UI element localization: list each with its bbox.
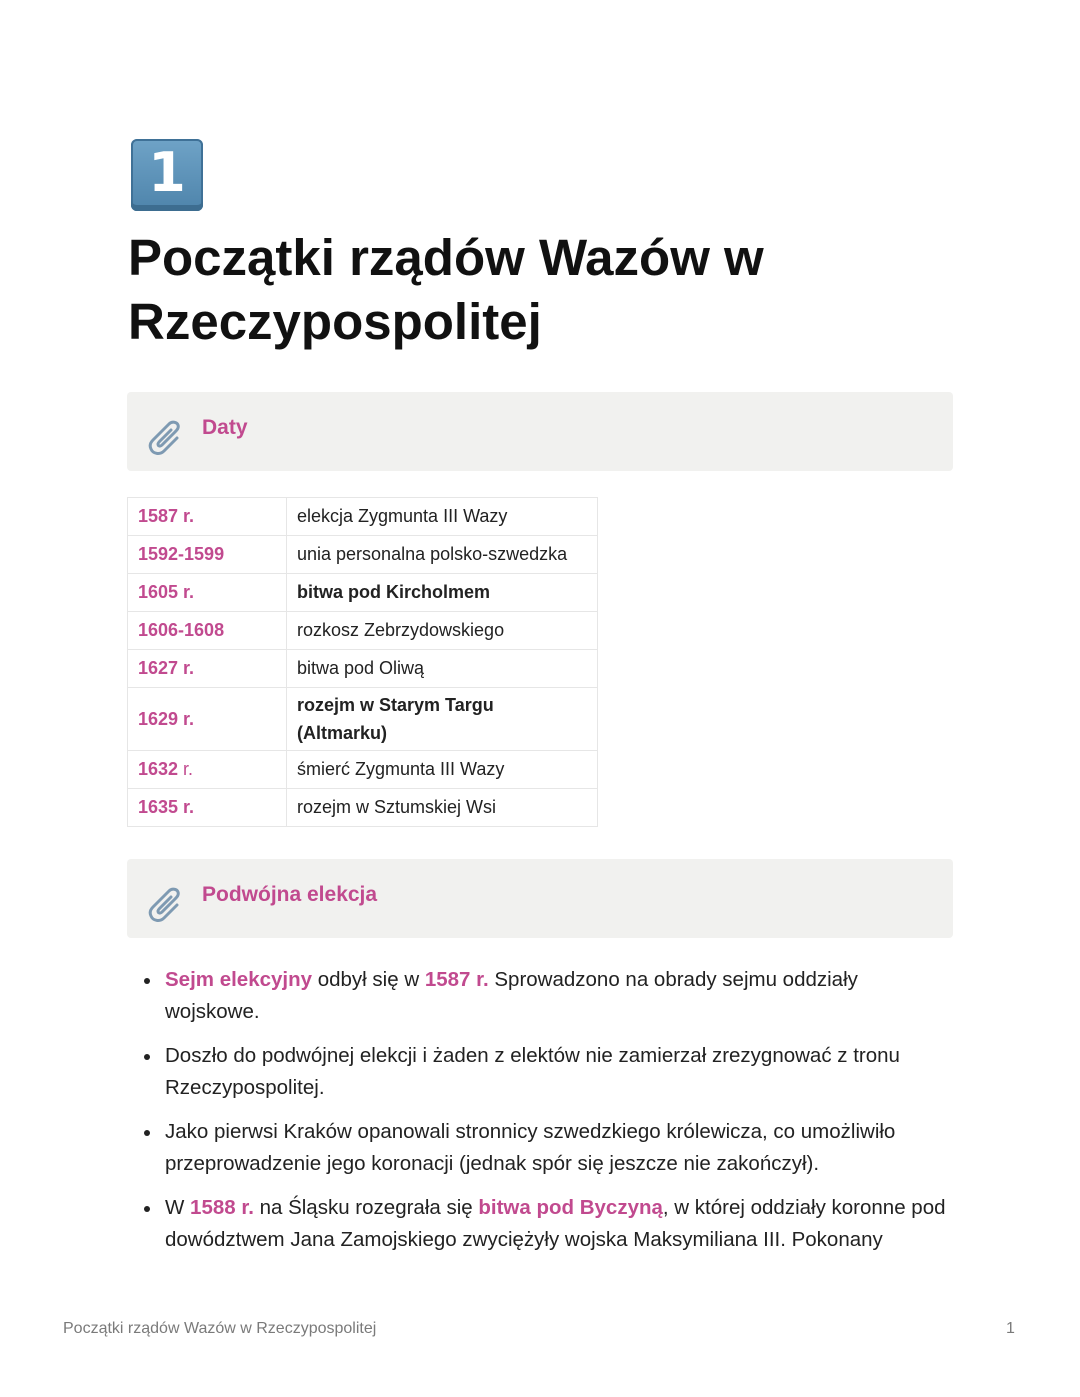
date-cell: 1605 r. — [128, 574, 287, 612]
date-cell: 1606-1608 — [128, 612, 287, 650]
table-row — [128, 789, 598, 827]
event-cell: elekcja Zygmunta III Wazy — [287, 498, 598, 536]
callout-double-election-label: Podwójna elekcja — [202, 883, 378, 906]
table-row — [128, 498, 598, 536]
dates-table — [127, 497, 598, 827]
event-cell: bitwa pod Oliwą — [287, 650, 598, 688]
date-cell: 1587 r. — [128, 498, 287, 536]
list-item: Sejm elekcyjny odbył się w 1587 r. Sprowadzono na obrady sejmu oddziały wojskowe. — [165, 964, 955, 1028]
date-cell: 1629 r. — [128, 688, 287, 751]
date-cell: 1627 r. — [128, 650, 287, 688]
event-cell: unia personalna polsko-szwedzka — [287, 536, 598, 574]
date-cell: 1632 r. — [128, 751, 287, 789]
table-row — [128, 612, 598, 650]
page-title: Początki rządów Wazów w Rzeczypospolitej — [128, 229, 764, 350]
event-cell: rozejm w Starym Targu (Altmarku) — [287, 688, 598, 751]
table-row — [128, 688, 598, 751]
event-cell: bitwa pod Kircholmem — [287, 574, 598, 612]
paperclip-icon — [147, 883, 187, 923]
list-item: Jako pierwsi Kraków opanowali stronnicy szwedzkiego królewicza, co umożliwiło przeprowadzenie jego koronacji (jednak spór się jeszcze nie zakończył). — [165, 1116, 955, 1180]
callout-dates — [127, 392, 953, 471]
table-row — [128, 751, 598, 789]
keycap-one-icon: 1 — [131, 139, 203, 211]
table-row — [128, 574, 598, 612]
event-cell: rozejm w Sztumskiej Wsi — [287, 789, 598, 827]
table-row — [128, 536, 598, 574]
callout-double-election — [127, 859, 953, 938]
date-cell: 1635 r. — [128, 789, 287, 827]
callout-dates-label: Daty — [202, 416, 248, 439]
list-item: W 1588 r. na Śląsku rozegrała się bitwa pod Byczyną, w której oddziały koronne pod dowództwem Jana Zamojskiego zwyciężyły wojska Maksymiliana III. Pokonany — [165, 1192, 955, 1256]
paperclip-icon — [147, 416, 187, 456]
event-cell: rozkosz Zebrzydowskiego — [287, 612, 598, 650]
date-cell: 1592-1599 — [128, 536, 287, 574]
event-cell: śmierć Zygmunta III Wazy — [287, 751, 598, 789]
table-row — [128, 650, 598, 688]
list-item: Doszło do podwójnej elekcji i żaden z elektów nie zamierzał zrezygnować z tronu Rzeczypospolitej. — [165, 1040, 955, 1104]
footer-document-title: Początki rządów Wazów w Rzeczypospolitej — [63, 1320, 377, 1337]
footer-page-number: 1 — [1006, 1320, 1015, 1337]
election-bullet-list — [165, 964, 955, 1268]
